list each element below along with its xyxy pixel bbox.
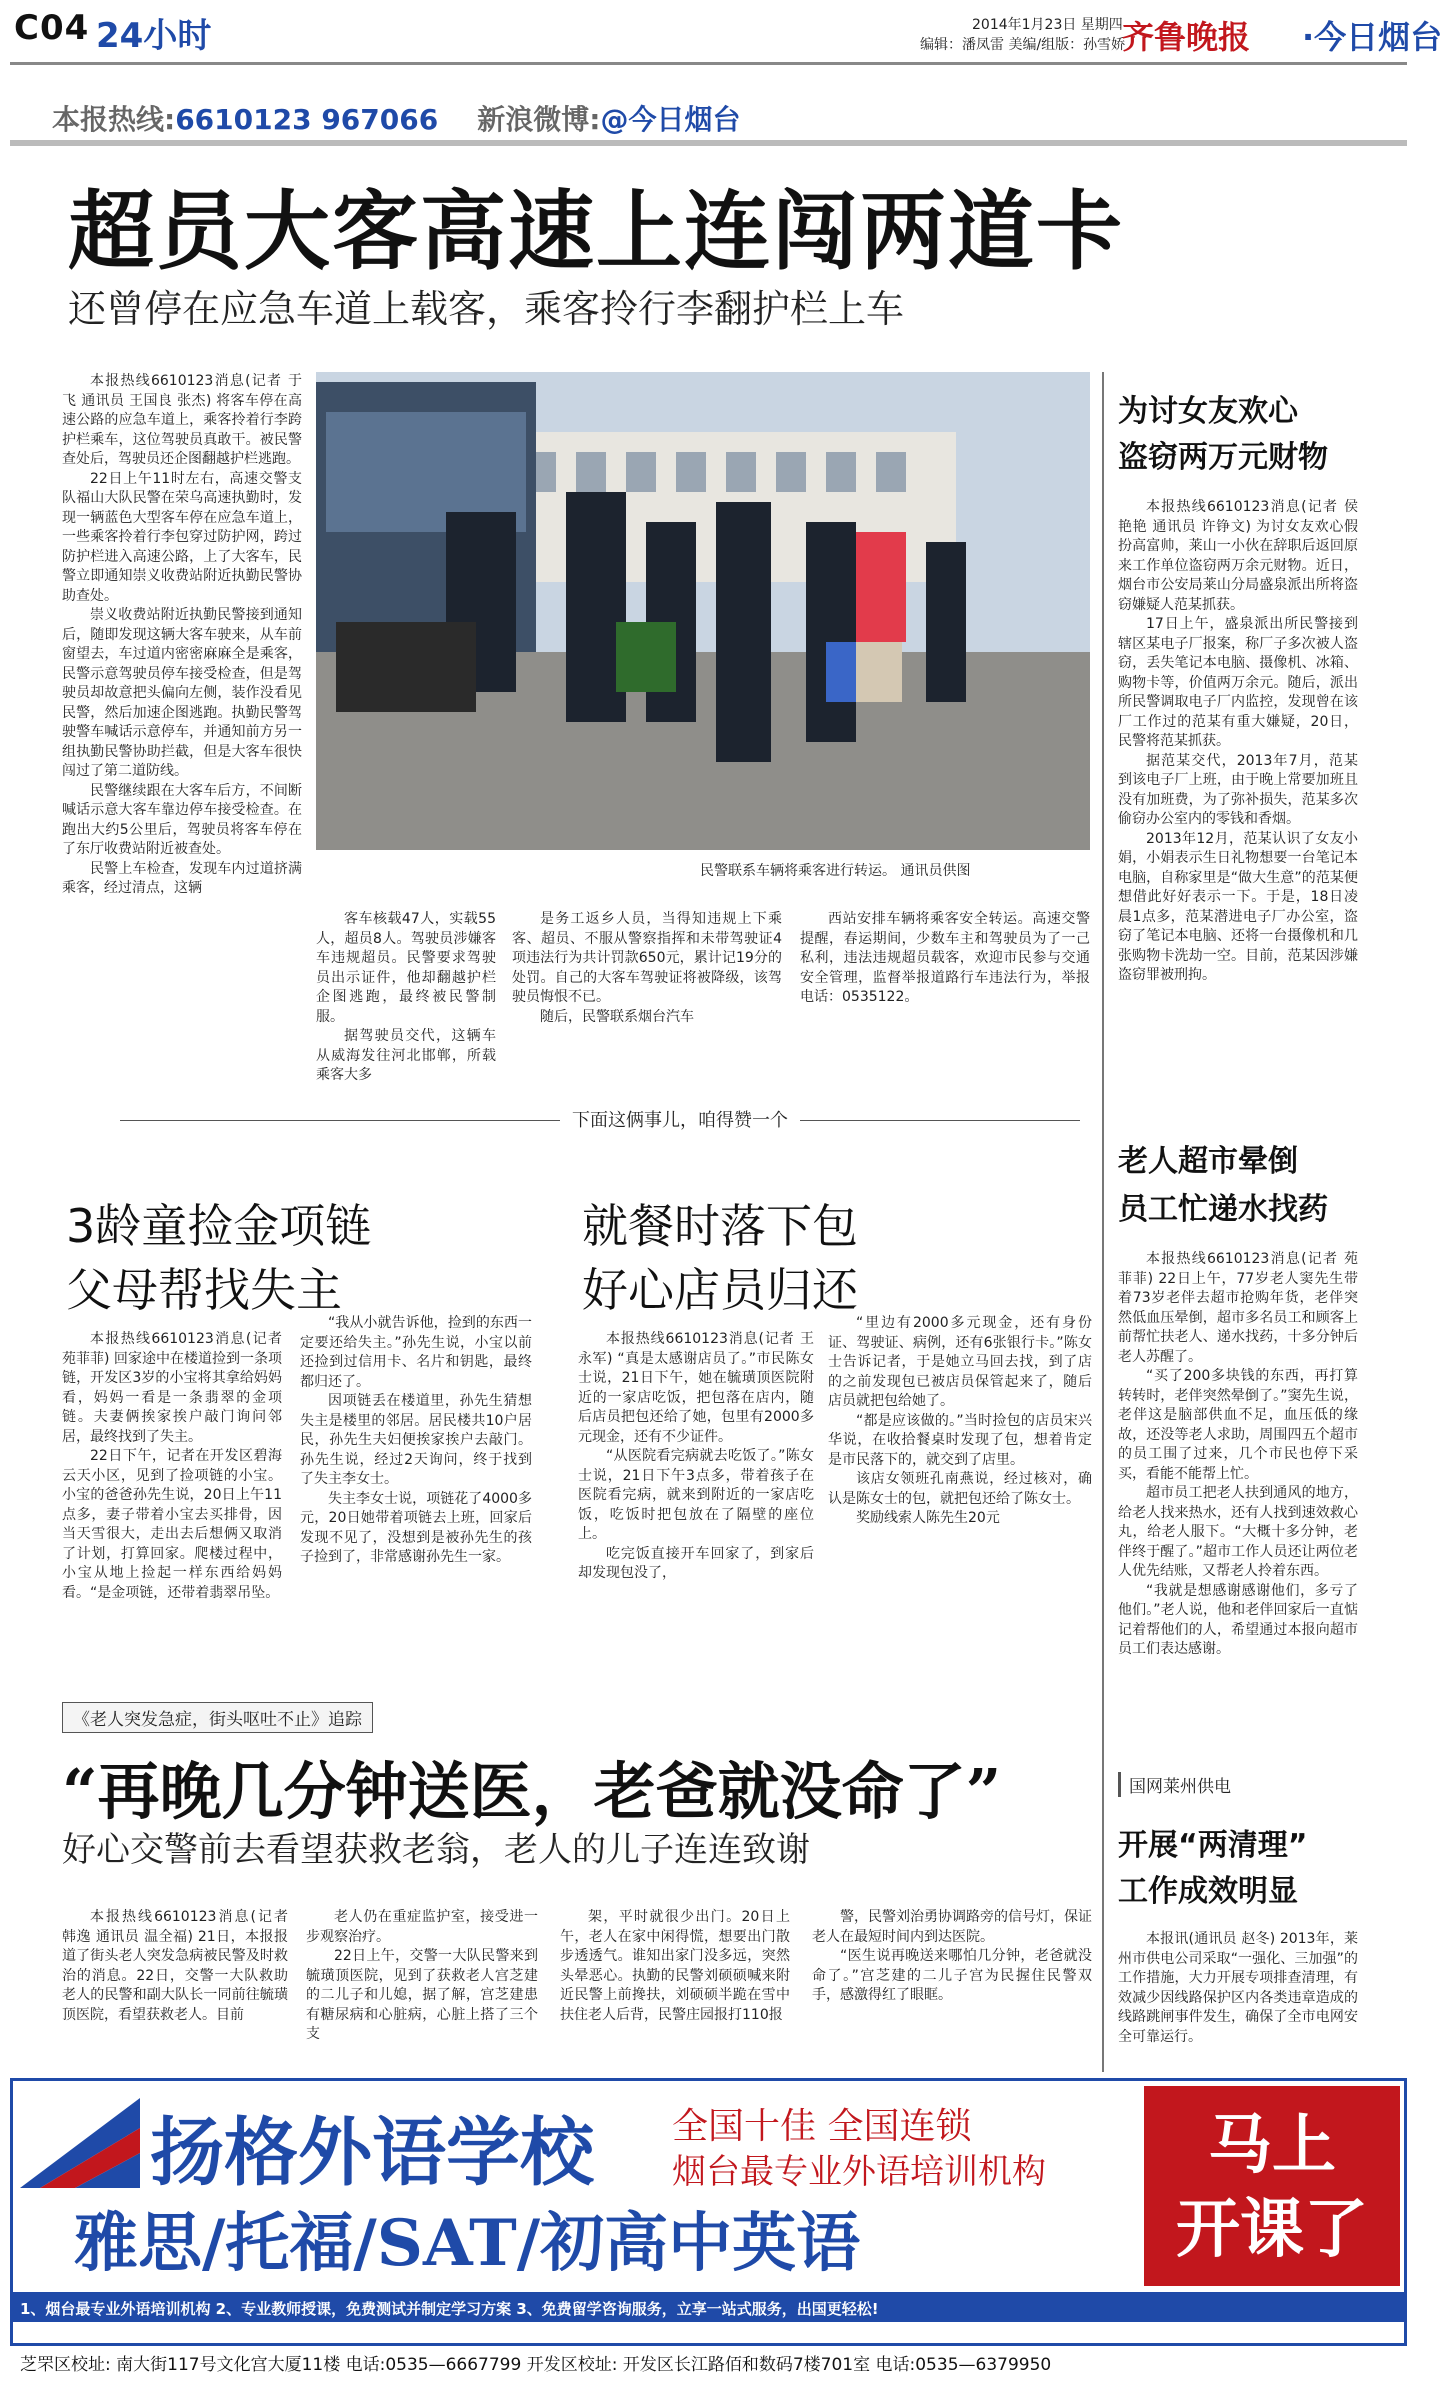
paragraph: 本报热线6610123消息(记者 于飞 通讯员 王国良 张杰) 将客车停在高速公路的应急车道上，乘客拎着行李跨护栏乘车，这位驾驶员真敢干。被民警查处后，驾驶员还企图翻越护栏逃跑。 xyxy=(62,373,302,467)
paragraph: 是务工返乡人员，当得知违规上下乘客、超员、不服从警察指挥和未带驾驶证4项违法行为共计罚款650元，累计记19分的处罚。自己的大客车驾驶证将被降级，该驾驶员悔恨不已。 xyxy=(512,911,782,1005)
paragraph: 奖励线索人陈先生20元 xyxy=(856,1510,1000,1526)
paragraph: 17日上午，盛泉派出所民警接到辖区某电子厂报案，称厂子多次被人盗窃，丢失笔记本电脑、摄像机、冰箱、购物卡等，价值两万余元。随后，派出所民警调取电子厂内监控，发现曾在该厂工作过的范某有重大嫌疑，20日，民警将范某抓获。 xyxy=(1118,616,1358,749)
photo-caption: 民警联系车辆将乘客进行转运。 通讯员供图 xyxy=(700,863,971,879)
paragraph: 本报热线6610123消息(记者 王永军) “真是太感谢店员了。”市民陈女士说，21日下午，她在毓璜顶医院附近的一家店吃饭，把包落在店内，随后店员把包还给了她，包里有2000多元现金，还有不少证件。 xyxy=(578,1331,814,1445)
paragraph: “都是应该做的。”当时捡包的店员宋兴华说，在收拾餐桌时发现了包，想着肯定是市民落下的，就交到了店里。 xyxy=(828,1412,1092,1468)
school-claim-1: 全国十佳 全国连锁 xyxy=(672,2106,972,2147)
follow-up-tag: 《老人突发急症，街头呕吐不止》追踪 xyxy=(62,1702,373,1733)
paragraph: “我从小就告诉他，捡到的东西一定要还给失主。”孙先生说，小宝以前还捡到过信用卡、名片和钥匙，最终都归还了。 xyxy=(300,1315,532,1390)
lead-column-3 xyxy=(512,910,782,1070)
story-a-column-2 xyxy=(300,1314,532,1694)
paragraph: 22日下午，记者在开发区碧海云天小区，见到了捡项链的小宝。小宝的爸爸孙先生说，20日上午11点多，妻子带着小宝去买排骨，因当天雪很大，走出去后想俩又取消了计划，打算回家。爬楼过程中，小宝从地上捡起一样东西给妈妈看。“是金项链，还带着翡翠吊坠。 xyxy=(62,1448,282,1601)
paragraph: 据驾驶员交代，这辆车从威海发往河北邯郸，所载乘客大多 xyxy=(316,1028,496,1083)
story-b-title-line1: 就餐时落下包 xyxy=(582,1199,858,1253)
paragraph: 失主李女士说，项链花了4000多元，20日她带着项链去上班，回家后发现不见了，没想到是被孙先生的孩子捡到了，非常感谢孙先生一家。 xyxy=(300,1490,532,1565)
story-c-headline: “再晚几分钟送医，老爸就没命了” xyxy=(62,1755,1002,1828)
paragraph: 因项链丢在楼道里，孙先生猜想失主是楼里的邻居。居民楼共10户居民，孙先生夫妇便挨家挨户去敲门。孙先生说，经过2天询问，终于找到了失主李女士。 xyxy=(300,1393,532,1487)
hotline-rule xyxy=(10,140,1407,146)
header-rule xyxy=(10,62,1407,65)
story-b-title-line2: 好心店员归还 xyxy=(582,1263,858,1317)
paragraph: 本报热线6610123消息(记者 苑菲菲) 回家途中在楼道捡到一条项链，开发区3岁的小宝将其拿给妈妈看，妈妈一看是一条翡翠的金项链。夫妻俩挨家挨户敲门询问邻居，最终找到了失主。 xyxy=(62,1331,282,1445)
lead-column-2 xyxy=(316,910,496,1083)
side3-body xyxy=(1118,1930,1358,2070)
service-strip-text: 1、烟台最专业外语培训机构 2、专业教师授课，免费测试并制定学习方案 3、免费留学咨询服务，立享一站式服务，出国更轻松! xyxy=(20,2300,879,2318)
lead-subhead: 还曾停在应急车道上载客，乘客拎行李翻护栏上车 xyxy=(68,287,905,331)
side2-body xyxy=(1118,1250,1358,1720)
section-name: 24小时 xyxy=(96,16,212,56)
story-a-title-line2: 父母帮找失主 xyxy=(66,1263,342,1317)
weibo-handle: @今日烟台 xyxy=(600,103,741,136)
story-c-column-2 xyxy=(306,1908,538,2068)
start-now-text xyxy=(1144,2104,1400,2272)
paragraph: 22日上午，交警一大队民警来到毓璜顶医院，见到了获救老人宫芝建的二儿子和儿媳，据了解，宫芝建患有糖尿病和心脏病，心脏上搭了三个支 xyxy=(306,1948,538,2042)
school-logo-icon xyxy=(20,2098,140,2188)
badge-line-1: 马上 xyxy=(1208,2108,1336,2183)
side3-title-line2: 工作成效明显 xyxy=(1118,1874,1298,1909)
paragraph: 西站安排车辆将乘客安全转运。高速交警提醒，春运期间，少数车主和驾驶员为了一己私利，违法违规超员载客，欢迎市民参与交通安全管理，监督举报道路行车违法行为，举报电话：0535122。 xyxy=(800,911,1090,1005)
story-b-column-1 xyxy=(578,1330,814,1690)
page-number: C04 xyxy=(14,8,90,48)
issue-date: 2014年1月23日 星期四 xyxy=(972,17,1123,33)
side1-body xyxy=(1118,498,1358,1118)
story-c-subhead: 好心交警前去看望获救老翁，老人的儿子连连致谢 xyxy=(62,1830,810,1870)
side1-title-line1: 为讨女友欢心 xyxy=(1118,394,1298,429)
side3-tag: 国网莱州供电 xyxy=(1118,1772,1231,1797)
paragraph: 本报热线6610123消息(记者 苑菲菲) 22日上午，77岁老人窦先生带着73岁老伴去超市抢购年货，老伴突然低血压晕倒，超市多名员工和顾客上前帮忙扶老人、递水找药，十多分钟后老人苏醒了。 xyxy=(1118,1251,1358,1365)
paragraph: “从医院看完病就去吃饭了。”陈女士说，21日下午3点多，带着孩子在医院看完病，就来到附近的一家店吃饭，吃饭时把包放在了隔壁的座位上。 xyxy=(578,1448,814,1542)
story-c-column-3 xyxy=(560,1908,790,2068)
story-a-title-line1: 3龄童捡金项链 xyxy=(66,1199,372,1253)
paragraph: 随后，民警联系烟台汽车 xyxy=(540,1008,694,1025)
paragraph: 民警继续跟在大客车后方，不间断喊话示意大客车靠边停车接受检查。在跑出大约5公里后，驾驶员将客车停在了东厅收费站附近被查处。 xyxy=(62,782,302,857)
paragraph: 吃完饭直接开车回家了，到家后却发现包没了， xyxy=(578,1545,814,1581)
paragraph: 本报热线6610123消息(记者 韩逸 通讯员 温全福) 21日，本报报道了街头老人突发急病被民警及时救治的消息。22日，交警一大队救助老人的民警和副大队长一同前往毓璜顶医院，看望获救老人。目前 xyxy=(62,1909,288,2023)
lead-column-4 xyxy=(800,910,1090,1070)
editor-credits: 编辑：潘凤雷 美编/组版：孙雪娇 xyxy=(920,37,1126,53)
lead-photo xyxy=(316,372,1090,850)
paragraph: 客车核载47人，实载55人，超员8人。驾驶员涉嫌客车违规超员。民警要求驾驶员出示证件，他却翻越护栏企图逃跑，最终被民警制服。 xyxy=(316,911,496,1025)
column-divider xyxy=(1102,372,1104,2072)
paragraph: 22日上午11时左右，高速交警支队福山大队民警在荣乌高速执勤时，发现一辆蓝色大型客车停在应急车道上，一些乘客拎着行李包穿过防护网，跨过防护栏进入高速公路，上了大客车，民警立即通知崇义收费站附近执勤民警协助查处。 xyxy=(62,470,302,604)
school-addresses: 芝罘区校址: 南大街117号文化宫大厦11楼 电话:0535—6667799 开发区校址: 开发区长江路佰和数码7楼701室 电话:0535—6379950 xyxy=(20,2355,1052,2375)
section-banner: 下面这俩事儿，咱得赞一个 xyxy=(560,1106,800,1132)
side3-title-line1: 开展“两清理” xyxy=(1118,1828,1308,1863)
paragraph: “里边有2000多元现金，还有身份证、驾驶证、病例，还有6张银行卡。”陈女士告诉记者，于是她立马回去找，到了店的之前发现包已被店员保管起来了，随后店员就把包给她了。 xyxy=(828,1315,1092,1409)
paragraph: 民警上车检查，发现车内过道挤满乘客，经过清点，这辆 xyxy=(62,860,302,896)
paragraph: 崇义收费站附近执勤民警接到通知后，随即发现这辆大客车驶来，从车前窗望去，车过道内密密麻麻全是乘客，民警示意驾驶员停车接受检查，但是驾驶员却故意把头偏向左侧，装作没看见民警，然后加速企图逃跑。执勤民警驾驶警车喊话示意停车，并通知前方另一组执勤民警协助拦截，但是大客车很快闯过了第二道防线。 xyxy=(62,607,302,779)
lead-headline: 超员大客高速上连闯两道卡 xyxy=(68,181,1124,282)
lead-column-1 xyxy=(62,372,302,1072)
newspaper-brand-suffix: ·今日烟台 xyxy=(1302,18,1442,56)
paragraph: 警，民警刘治勇协调路旁的信号灯，保证老人在最短时间内到达医院。 xyxy=(812,1909,1092,1945)
hotline-bar xyxy=(52,98,740,138)
hotline-label: 本报热线: xyxy=(52,103,176,136)
course-list: 雅思/托福/SAT/初高中英语 xyxy=(74,2206,861,2281)
paragraph: 2013年12月，范某认识了女友小娟，小娟表示生日礼物想要一台笔记本电脑，自称家里是“做大生意”的范某便想借此好好表示一下。于是，18日凌晨1点多，范某潜进电子厂办公室，盗窃了笔记本电脑、还将一台摄像机和几张购物卡洗劫一空。目前，范某因涉嫌盗窃罪被刑拘。 xyxy=(1118,830,1358,983)
side2-title-line2: 员工忙递水找药 xyxy=(1118,1192,1328,1227)
paragraph: 本报讯(通讯员 赵冬) 2013年，莱州市供电公司采取“一强化、三加强”的工作措施，大力开展专项排查清理，有效减少因线路保护区内各类违章造成的线路跳闸事件发生，确保了全市电网安全可靠运行。 xyxy=(1118,1931,1358,2045)
paragraph: 该店女领班孔南燕说，经过核对，确认是陈女士的包，就把包还给了陈女士。 xyxy=(828,1471,1092,1507)
paragraph: 本报热线6610123消息(记者 侯艳艳 通讯员 许铮文) 为讨女友欢心假扮高富帅，莱山一小伙在辞职后返回原来工作单位盗窃两万余元财物。近日，烟台市公安局莱山分局盛泉派出所将盗窃嫌疑人范某抓获。 xyxy=(1118,499,1358,613)
paragraph: “医生说再晚送来哪怕几分钟，老爸就没命了。”宫芝建的二儿子宫为民握住民警双手，感激得红了眼眶。 xyxy=(812,1948,1092,2003)
paragraph: “我就是想感谢感谢他们，多亏了他们。”老人说，他和老伴回家后一直惦记着帮他们的人，希望通过本报向超市员工们表达感谢。 xyxy=(1118,1582,1358,1657)
paragraph: “买了200多块钱的东西，再打算转转时，老伴突然晕倒了。”窦先生说，老伴这是脑部供血不足，血压低的缘故，还没等老人求助，周围四五个超市的员工围了过来，几个市民也停下采买，看能不能帮上忙。 xyxy=(1118,1368,1358,1482)
side1-title-line2: 盗窃两万元财物 xyxy=(1118,440,1328,475)
paragraph: 据范某交代，2013年7月，范某到该电子厂上班，由于晚上常要加班且没有加班费，为了弥补损失，范某多次偷窃办公室内的零钱和香烟。 xyxy=(1118,752,1358,827)
story-c-column-4 xyxy=(812,1908,1092,2068)
hotline-numbers: 6610123 967066 xyxy=(175,103,439,136)
story-c-column-1 xyxy=(62,1908,288,2068)
school-name: 扬格外语学校 xyxy=(150,2110,594,2196)
newspaper-brand: 齐鲁晚报 xyxy=(1122,18,1251,56)
school-claim-2: 烟台最专业外语培训机构 xyxy=(672,2152,1046,2192)
weibo-label: 新浪微博: xyxy=(477,103,601,136)
side2-title-line1: 老人超市晕倒 xyxy=(1118,1144,1298,1179)
badge-line-2: 开课了 xyxy=(1176,2192,1368,2267)
photo-illustration xyxy=(316,372,1090,850)
paragraph: 架，平时就很少出门。20日上午，老人在家中闲得慌，想要出门散步透透气。谁知出家门没多远，突然头晕恶心。执勤的民警刘硕硕喊来附近民警上前搀扶，刘硕硕半跪在雪中扶住老人后背，民警庄园报打110报 xyxy=(560,1909,790,2023)
paragraph: 超市员工把老人扶到通风的地方，给老人找来热水，还有人找到速效救心丸，给老人服下。“大概十多分钟，老伴终于醒了。”超市工作人员还让两位老人优先结账，又帮老人拎着东西。 xyxy=(1118,1485,1358,1579)
story-b-column-2 xyxy=(828,1314,1092,1694)
story-a-column-1 xyxy=(62,1330,282,1690)
paragraph: 老人仍在重症监护室，接受进一步观察治疗。 xyxy=(306,1909,538,1945)
